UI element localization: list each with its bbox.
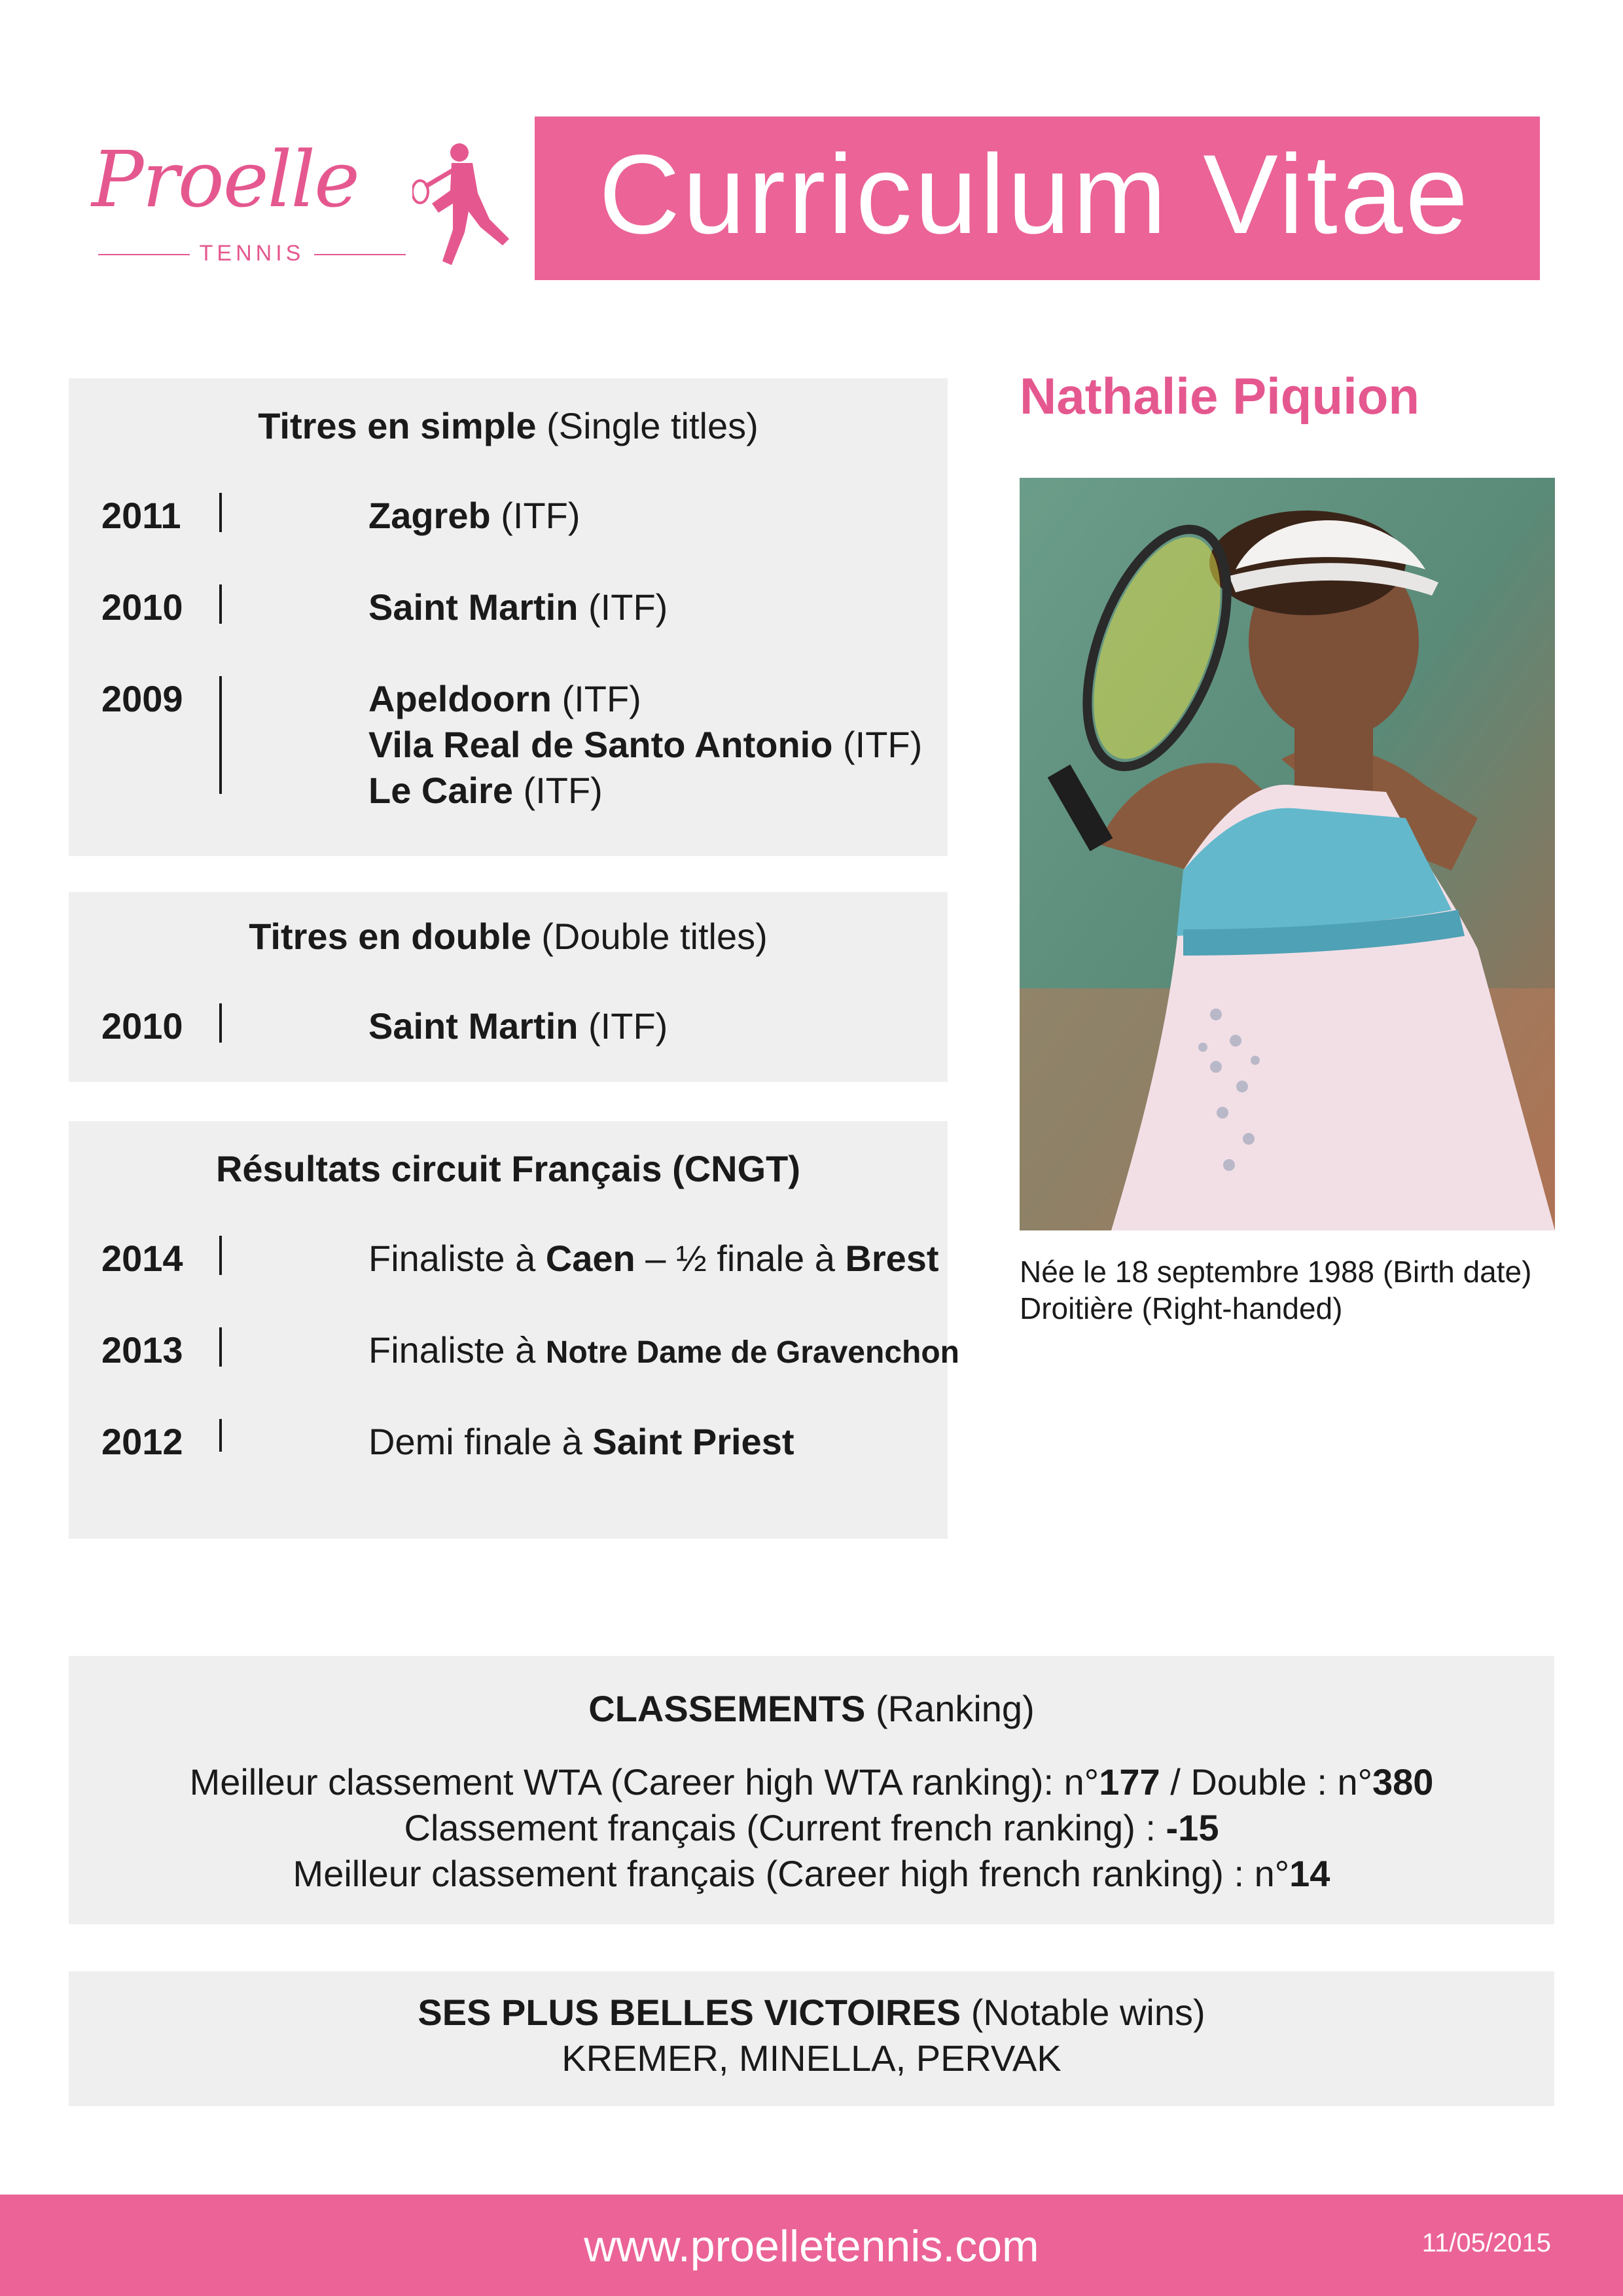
divider [219,1419,222,1452]
title-entry: Saint Martin (ITF) [368,586,668,628]
player-info [1020,1253,1531,1327]
divider [219,1236,222,1275]
notable-wins-box [69,1971,1554,2106]
ranking-line-best-french: Meilleur classement français (Career high french ranking) : n°14 [293,1853,1330,1894]
year-label: 2011 [101,495,181,536]
year-label: 2013 [101,1329,183,1371]
divider [219,676,222,794]
wins-heading: SES PLUS BELLES VICTOIRES (Notable wins) [418,1992,1205,2033]
player-photo-illustration [1020,478,1555,1230]
cv-title-banner [535,117,1540,280]
cngt-results-box [69,1121,959,1539]
result-entry: Finaliste à Notre Dame de Gravenchon [368,1329,959,1371]
logo-rule-right [314,254,406,255]
result-entry: Demi finale à Saint Priest [368,1421,794,1462]
year-label: 2009 [101,678,183,719]
handedness: Droitière (Right-handed) [1020,1291,1343,1325]
divider [219,493,222,532]
singles-heading: Titres en simple (Single titles) [258,405,758,446]
ranking-line-wta: Meilleur classement WTA (Career high WTA ranking): n°177 / Double : n°380 [189,1761,1434,1803]
cngt-heading: Résultats circuit Français (CNGT) [215,1148,801,1189]
document-date: 11/05/2015 [1421,2229,1551,2257]
result-entry: Finaliste à Caen – ½ finale à Brest [368,1238,939,1279]
logo-brand-text: Proelle [92,134,359,224]
title-entry: Vila Real de Santo Antonio (ITF) [368,724,923,765]
ranking-heading: CLASSEMENTS (Ranking) [588,1688,1035,1729]
doubles-heading: Titres en double (Double titles) [249,916,768,957]
proelle-logo [92,134,510,275]
title-entry: Saint Martin (ITF) [368,1005,668,1047]
year-label: 2010 [101,1005,183,1047]
wins-names: KREMER, MINELLA, PERVAK [562,2037,1061,2079]
year-label: 2010 [101,586,183,628]
footer-bar [0,2195,1623,2296]
title-entry: Zagreb (ITF) [368,495,580,536]
page-title: Curriculum Vitae [599,132,1471,257]
divider [219,584,222,624]
divider [219,1003,222,1043]
birth-date: Née le 18 septembre 1988 (Birth date) [1020,1255,1532,1289]
title-entry: Le Caire (ITF) [368,770,603,811]
title-entry: Apeldoorn (ITF) [368,678,641,719]
website-link[interactable]: www.proelletennis.com [584,2221,1039,2271]
divider [219,1327,222,1367]
year-label: 2014 [101,1238,183,1279]
ranking-line-current-french: Classement français (Current french ranking) : -15 [404,1807,1219,1848]
logo-sub-text: TENNIS [199,241,305,266]
singles-titles-box [69,378,948,856]
player-photo [1020,478,1555,1230]
player-name: Nathalie Piquion [1020,367,1420,425]
doubles-titles-box [69,892,948,1082]
ranking-box [69,1656,1554,1924]
year-label: 2012 [101,1421,183,1462]
tennis-player-icon [412,141,517,272]
